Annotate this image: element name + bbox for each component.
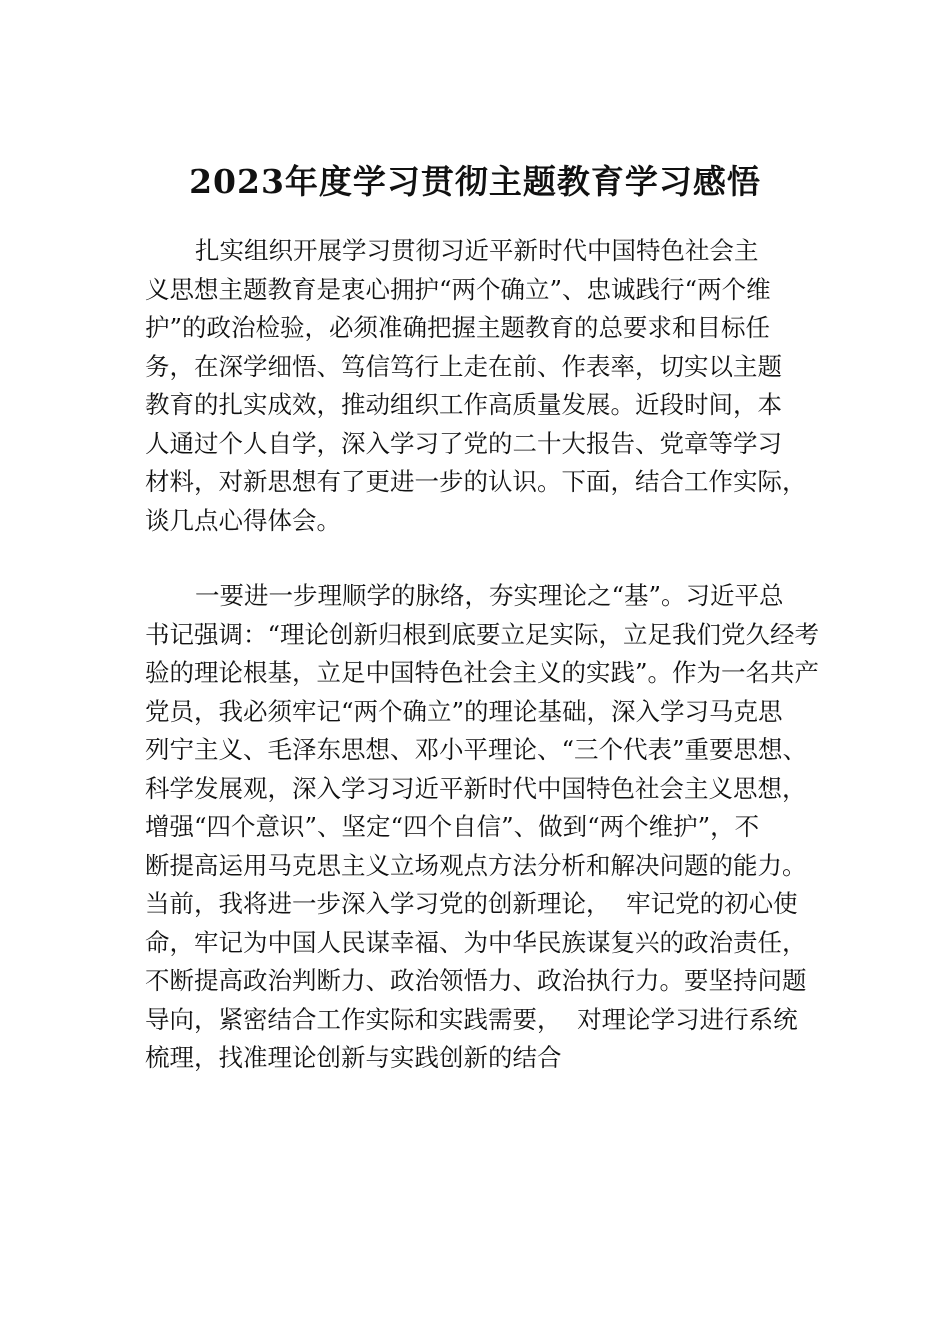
text-line: 当前，我将进一步深入学习党的创新理论， 牢记党的初心使: [145, 889, 798, 918]
text-line: 材料，对新思想有了更进一步的认识。下面，结合工作实际，: [145, 467, 807, 496]
paragraph-point-one: [145, 577, 820, 1078]
text-line: 谈几点心得体会。: [145, 505, 341, 535]
text-line: 科学发展观，深入学习习近平新时代中国特色社会主义思想，: [145, 773, 807, 803]
text-line: 一要进一步理顺学的脉络，夯实理论之“基”。习近平总: [195, 581, 784, 610]
text-line: 列宁主义、毛泽东思想、邓小平理论、“三个代表”重要思想、: [145, 735, 808, 764]
text-line: 增强“四个意识”、坚定“四个自信”、做到“两个维护”，不: [145, 812, 760, 841]
text-line: 义思想主题教育是衷心拥护“两个确立”、忠诚践行“两个维: [145, 274, 771, 304]
text-line: 断提高运用马克思主义立场观点方法分析和解决问题的能力。: [145, 850, 807, 880]
paragraph-intro: [145, 232, 817, 540]
text-line: 书记强调：“理论创新归根到底要立足实际，立足我们党久经考: [145, 619, 820, 649]
text-line: 验的理论根基，立足中国特色社会主义的实践”。作为一名共产: [145, 658, 820, 687]
document-title: 2023年度学习贯彻主题教育学习感悟: [189, 162, 761, 201]
text-line: 扎实组织开展学习贯彻习近平新时代中国特色社会主: [195, 236, 759, 265]
text-line: 务，在深学细悟、笃信笃行上走在前、作表率，切实以主题: [145, 351, 782, 381]
text-line: 命，牢记为中国人民谋幸福、为中华民族谋复兴的政治责任，: [145, 927, 807, 957]
text-line: 导向，紧密结合工作实际和实践需要， 对理论学习进行系统: [145, 1004, 798, 1034]
text-line: 人通过个人自学，深入学习了党的二十大报告、党章等学习: [145, 428, 782, 458]
text-line: 教育的扎实成效，推动组织工作高质量发展。近段时间，本: [145, 390, 782, 419]
text-line: 不断提高政治判断力、政治领悟力、政治执行力。要坚持问题: [145, 966, 807, 995]
text-line: 党员，我必须牢记“两个确立”的理论基础，深入学习马克思: [145, 696, 783, 726]
text-line: 梳理，找准理论创新与实践创新的结合: [145, 1043, 562, 1072]
text-line: 护”的政治检验，必须准确把握主题教育的总要求和目标任: [145, 313, 771, 342]
